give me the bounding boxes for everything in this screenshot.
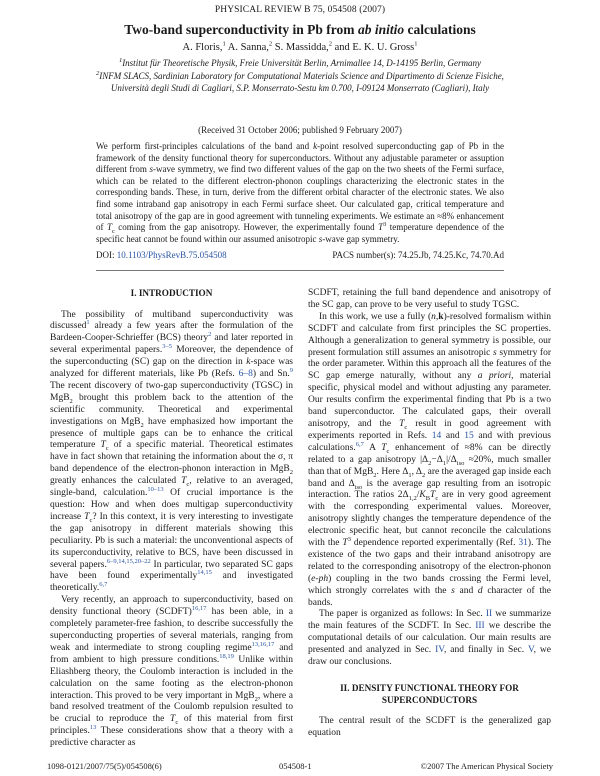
pacs-numbers: PACS number(s): 74.25.Jb, 74.25.Kc, 74.70.Ad bbox=[332, 250, 504, 260]
affiliation-1: $^1$Institut für Theoretische Physik, Freie Universität Berlin, Arnimallee 14, D-14195 Berlin, Germany bbox=[118, 57, 482, 68]
section-2-heading: II. DENSITY FUNCTIONAL THEORY FOR SUPERCONDUCTORS bbox=[340, 683, 519, 705]
abstract: We perform first-principles calculations of the band and k-point resolved superconducting gap of Pb in the framework of the density functional theory for superconductors. Without any adjustable parameter or assuption different from s-wave symmetry, we find two different values of the gap on the two sheets of the Fermi surface, which can be related to the different electron-phonon couplings characterizing the electronic states in the corresponding bands. These, in turn, derive from the different orbital character of the electronic states. We also find some intraband gap anisotropy in each Fermi surface sheet. Our calculated gap, critical temperature and total anisotropy of the gap are in good agreement with tunneling experiments. We estimate an ≈8% enhancement of $T_c$ coming from the gap anisotropy. However, the experimentally found $T^3$ temperature dependence of the specific heat cannot be found within our assumed anisotropic s-wave gap symmetry. bbox=[96, 141, 504, 244]
author-list: A. Floris,$^1$ A. Sanna,$^2$ S. Massidda,$^2$ and E. K. U. Gross$^1$ bbox=[182, 40, 418, 53]
right-column bbox=[308, 288, 551, 740]
footer-copyright: ©2007 The American Physical Society bbox=[420, 761, 553, 771]
intro-paragraph-3: In this work, we use a fully (n,k)-resolved formalism within SCDFT and calculate from first principles the SC properties. Although a generalization to general symmetry is possible, our present formulation still assumes an anisotropic s symmetry for the order parameter. Within this approach all the features of the SC gap emerge naturally, without any a priori, material specific, physical model and without adjusting any parameter. Our results confirm the experimental finding that Pb is a two band superconductor. The calculated gaps, their overall anisotropy, and the $T_c$ result in good agreement with experiments reported in Refs. 14 and 15 and with previous calculations.$^{6,7}$ A $T_c$ enhancement of ≈8% can be directly related to a gap anisotropy $|\Delta_2-\Delta_1|/\Delta_{iso} \approx 20\%$, much smaller than that of MgB$_2$. Here $\Delta_1$, $\Delta_2$ are the averaged gap inside each band and $\Delta_{iso}$ is the average gap resulting from an isotropic interaction. The ratios $2\Delta_{1,2}/K_BT_c$ are in very good agreement with the corresponding experimental values. Moreover, anisotropy slightly changes the temperature dependence of the electronic specific heat, but cannot reconcile the calculations with the $T^3$ dependence reported experimentally (Ref. 31). The existence of the two gaps and their intraband anisotropy are related to the corresponding anisotropy of the electron-phonon (e-ph) coupling in the two bands crossing the Fermi level, which strongly correlates with the s and d character of the bands. bbox=[308, 311, 552, 608]
affiliation-2: $^2$INFM SLACS, Sardinian Laboratory for Computational Materials Science and Dipartimento di Scienze Fisiche, Università degli Studi di Cagliari, S.P. Monserrato-Sestu km 0.700, I-09124 Monserrato (Cagliari), Italy bbox=[96, 70, 504, 93]
divider bbox=[96, 270, 504, 271]
footer-issn: 1098-0121/2007/75(5)/054508(6) bbox=[47, 761, 162, 771]
paper-title: Two-band superconductivity in Pb from ab initio calculations bbox=[124, 22, 476, 37]
doi: DOI: 10.1103/PhysRevB.75.054508 bbox=[96, 250, 227, 260]
journal-header: PHYSICAL REVIEW B 75, 054508 (2007) bbox=[214, 5, 386, 15]
left-column bbox=[50, 288, 293, 750]
section-1-heading: I. INTRODUCTION bbox=[130, 288, 213, 298]
intro-paragraph-2-cont: SCDFT, retaining the full band dependence and anisotropy of the SC gap, can prove to be very useful to study TGSC. bbox=[308, 288, 551, 310]
section-2-paragraph-1: The central result of the SCDFT is the generalized gap equation bbox=[308, 716, 551, 738]
received-date: (Received 31 October 2006; published 9 February 2007) bbox=[198, 125, 402, 135]
intro-paragraph-4: The paper is organized as follows: In Sec. II we summarize the main features of the SCDFT. In Sec. III we describe the computational details of our calculation. Our main results are presented and analyzed in Sec. IV, and finally in Sec. V, we draw our conclusions. bbox=[308, 609, 552, 668]
doi-link[interactable]: 10.1103/PhysRevB.75.054508 bbox=[116, 250, 227, 260]
intro-paragraph-2: Very recently, an approach to superconductivity, based on density functional theory (SCDFT)$^{16,17}$ has been able, in a completely parameter-free fashion, to describe successfully the superconducting properties of several materials, ranging from weak and intermediate to strong coupling regime$^{13,16,17}$ and from ambient to high pressure conditions.$^{18,19}$ Unlike within Eliashberg theory, the Coulomb interaction is included in the calculation on the same footing as the electron-phonon interaction. This proved to be very important in MgB$_2$, where a band resolved treatment of the Coulomb repulsion resulted to be crucial to reproduce the $T_c$ of this material from first principles.$^{13}$ These considerations show that a theory with a predictive character as bbox=[50, 595, 294, 749]
intro-paragraph-1: The possibility of multiband superconductivity was discussed$^1$ already a few years after the formulation of the Bardeen-Cooper-Schrieffer (BCS) theory$^2$ and later reported in several experimental papers.$^{3-5}$ Moreover, the dependence of the superconducting (SC) gap on the direction in k-space was analyzed for different materials, like Pb (Refs. 6–8) and Sn.$^9$ The recent discovery of two-gap superconductivity (TGSC) in MgB$_2$ brought this problem back to the attention of the scientific community. Theoretical and experimental investigations on MgB$_2$ have emphasized how important the presence of multiple gaps can be to enhance the critical temperature $T_c$ of a specific material. Theoretical estimates have in fact shown that retaining the information about the σ, π band dependence of the electron-phonon interaction in MgB$_2$ greatly enhances the calculated $T_c$, relative to an averaged, single-band, calculation.$^{10-13}$ Of crucial importance is the question: How and when does multigap superconductivity increase $T_c$? In this context, it is very interesting to investigate the gap anisotropy in different materials showing this peculiarity. Pb is such a material: the unconventional aspects of its superconductivity, relative to BCS, have been discussed in several papers.$^{6-9,14,15,20-22}$ In particular, two separated SC gaps have been found experimentally$^{14,15}$ and investigated theoretically.$^{6,7}$ bbox=[50, 309, 293, 594]
footer-page-number: 054508-1 bbox=[279, 761, 312, 771]
